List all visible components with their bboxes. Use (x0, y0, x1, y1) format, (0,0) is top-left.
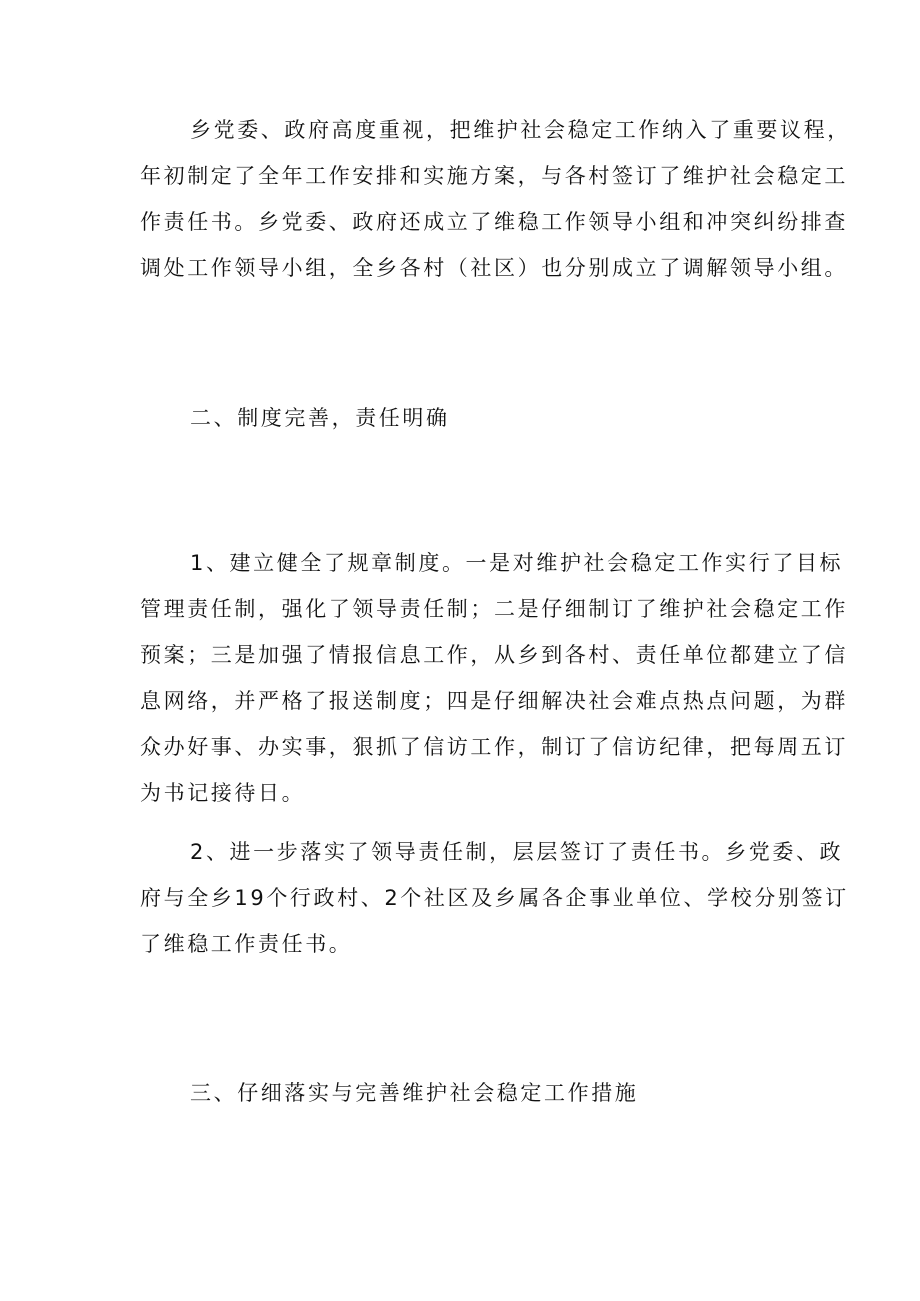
section-heading-2: 二、制度完善，责任明确 (190, 406, 450, 430)
paragraph-1-line-2: 年初制定了全年工作安排和实施方案，与各村签订了维护社会稳定工 (140, 164, 848, 188)
paragraph-2-line-2: 管理责任制，强化了领导责任制；二是仔细制订了维护社会稳定工作 (140, 597, 848, 621)
section-heading-3: 三、仔细落实与完善维护社会稳定工作措施 (190, 1081, 639, 1105)
paragraph-1-line-1: 乡党委、政府高度重视，把维护社会稳定工作纳入了重要议程， (190, 118, 851, 142)
paragraph-2-line-3: 预案；三是加强了情报信息工作，从乡到各村、责任单位都建立了信 (140, 643, 848, 667)
paragraph-3-line-3: 了维稳工作责任书。 (140, 932, 353, 956)
paragraph-3-line-1: 2、进一步落实了领导责任制，层层签订了责任书。乡党委、政 (190, 840, 844, 864)
paragraph-2-line-5: 众办好事、办实事，狠抓了信访工作，制订了信访纪律，把每周五订 (140, 735, 848, 759)
paragraph-2-line-1: 1、建立健全了规章制度。一是对维护社会稳定工作实行了目标 (190, 551, 844, 575)
paragraph-1-line-4: 调处工作领导小组，全乡各村（社区）也分别成立了调解领导小组。 (140, 256, 848, 280)
paragraph-2-line-4: 息网络，并严格了报送制度；四是仔细解决社会难点热点问题，为群 (140, 689, 848, 713)
paragraph-1-line-3: 作责任书。乡党委、政府还成立了维稳工作领导小组和冲突纠纷排查 (140, 210, 848, 234)
paragraph-2-line-6: 为书记接待日。 (140, 781, 306, 805)
paragraph-3-line-2: 府与全乡19个行政村、2个社区及乡属各企事业单位、学校分别签订 (140, 886, 849, 910)
